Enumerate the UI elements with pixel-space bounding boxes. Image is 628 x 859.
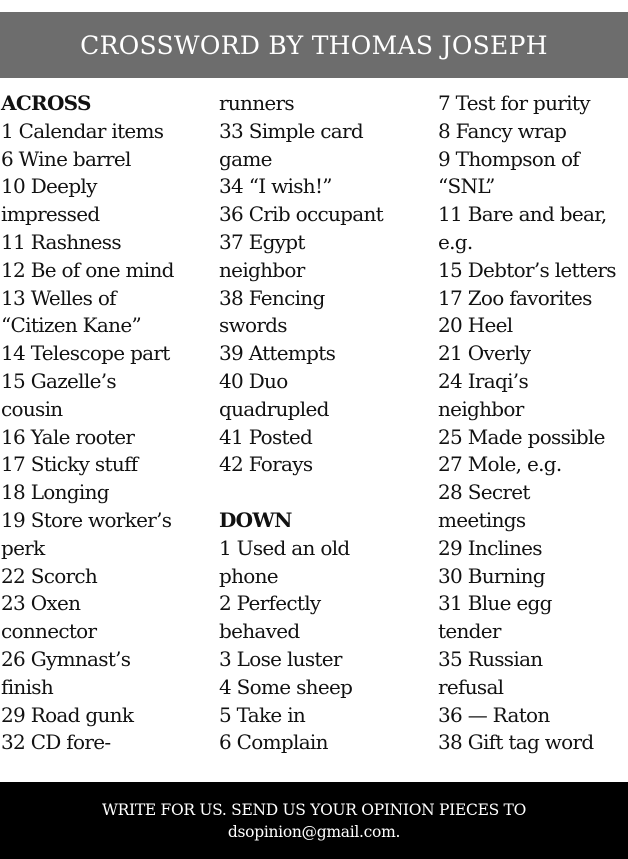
clue-line: 3 Lose luster — [219, 646, 342, 671]
clue-line: 9 Thompson of — [438, 146, 579, 171]
clue-line: 32 CD fore- — [1, 730, 111, 755]
clue-line: 8 Fancy wrap — [438, 118, 567, 143]
clue-line: 22 Scorch — [1, 563, 98, 588]
clue-line: 10 Deeply — [1, 174, 97, 199]
clue-line: 14 Telescope part — [1, 341, 170, 366]
clue-column-2 — [219, 90, 431, 757]
clue-line: 19 Store worker’s — [1, 507, 172, 532]
clue-line: phone — [219, 563, 278, 588]
clue-line: “SNL” — [438, 174, 495, 199]
clue-line: 25 Made possible — [438, 424, 605, 449]
clue-line: 30 Burning — [438, 563, 545, 588]
clue-line: 2 Perfectly — [219, 591, 321, 616]
clue-line: 29 Road gunk — [1, 702, 134, 727]
clue-line: tender — [438, 619, 501, 644]
clue-line: 28 Secret — [438, 480, 530, 505]
clue-line: 11 Bare and bear, — [438, 202, 607, 227]
footer-line-1: WRITE FOR US. SEND US YOUR OPINION PIECES TO — [102, 800, 526, 819]
clue-line: 13 Welles of — [1, 285, 116, 310]
clue-line: meetings — [438, 507, 526, 532]
clue-line: 16 Yale rooter — [1, 424, 135, 449]
clue-line: 38 Fencing — [219, 285, 325, 310]
clue-line: cousin — [1, 396, 63, 421]
clue-line: 35 Russian — [438, 646, 543, 671]
clue-line: 11 Rashness — [1, 229, 121, 254]
clue-line: e.g. — [438, 229, 473, 254]
clue-line: impressed — [1, 202, 100, 227]
clue-line: behaved — [219, 619, 300, 644]
clue-line: 7 Test for purity — [438, 91, 590, 115]
clue-line: 40 Duo — [219, 368, 288, 393]
clue-line: 42 Forays — [219, 452, 313, 477]
clue-line: finish — [1, 674, 54, 699]
clue-line: swords — [219, 313, 287, 338]
clue-line: 24 Iraqi’s — [438, 368, 529, 393]
clue-column-1 — [1, 90, 211, 757]
clue-line: 1 Calendar items — [1, 118, 164, 143]
clue-column-3 — [438, 90, 628, 757]
clue-line: 26 Gymnast’s — [1, 646, 131, 671]
clue-line: game — [219, 146, 272, 171]
clue-line: 15 Gazelle’s — [1, 368, 116, 393]
clue-line: connector — [1, 619, 97, 644]
clue-line: 33 Simple card — [219, 118, 363, 143]
column-spacer — [219, 479, 431, 507]
clue-line: 31 Blue egg — [438, 591, 552, 616]
clue-line: 15 Debtor’s letters — [438, 257, 616, 282]
clue-line: 41 Posted — [219, 424, 313, 449]
clue-line: 18 Longing — [1, 480, 109, 505]
clue-line: 37 Egypt — [219, 229, 305, 254]
clue-line: perk — [1, 535, 45, 560]
clue-line: 20 Heel — [438, 313, 513, 338]
clue-line: 6 Complain — [219, 730, 328, 755]
crossword-title-banner — [0, 12, 628, 78]
clue-line: 36 Crib occupant — [219, 202, 383, 227]
clue-line: 4 Some sheep — [219, 674, 353, 699]
clue-line: “Citizen Kane” — [1, 313, 141, 338]
clue-line: neighbor — [219, 257, 305, 282]
clue-line: quadrupled — [219, 396, 329, 421]
clue-line: 1 Used an old — [219, 535, 350, 560]
clue-line: 27 Mole, e.g. — [438, 452, 562, 477]
clue-line: 21 Overly — [438, 341, 531, 366]
clue-line: 17 Sticky stuff — [1, 452, 138, 477]
section-heading: ACROSS — [1, 91, 91, 115]
footer-email: dsopinion@gmail.com. — [227, 822, 401, 841]
clue-line: runners — [219, 91, 294, 115]
clue-line: 39 Attempts — [219, 341, 336, 366]
clue-line: 36 — Raton — [438, 702, 550, 727]
clue-line: neighbor — [438, 396, 524, 421]
footer-banner — [0, 782, 628, 859]
clue-line: 5 Take in — [219, 702, 306, 727]
section-heading: DOWN — [219, 507, 292, 532]
clue-line: 38 Gift tag word — [438, 730, 594, 755]
page-title: CROSSWORD BY THOMAS JOSEPH — [80, 30, 548, 60]
clue-line: 29 Inclines — [438, 535, 542, 560]
clue-line: 12 Be of one mind — [1, 257, 174, 282]
clue-line: 23 Oxen — [1, 591, 81, 616]
clue-line: 17 Zoo favorites — [438, 285, 592, 310]
clue-line: 6 Wine barrel — [1, 146, 131, 171]
clue-line: refusal — [438, 674, 504, 699]
clue-line: 34 “I wish!” — [219, 174, 332, 199]
